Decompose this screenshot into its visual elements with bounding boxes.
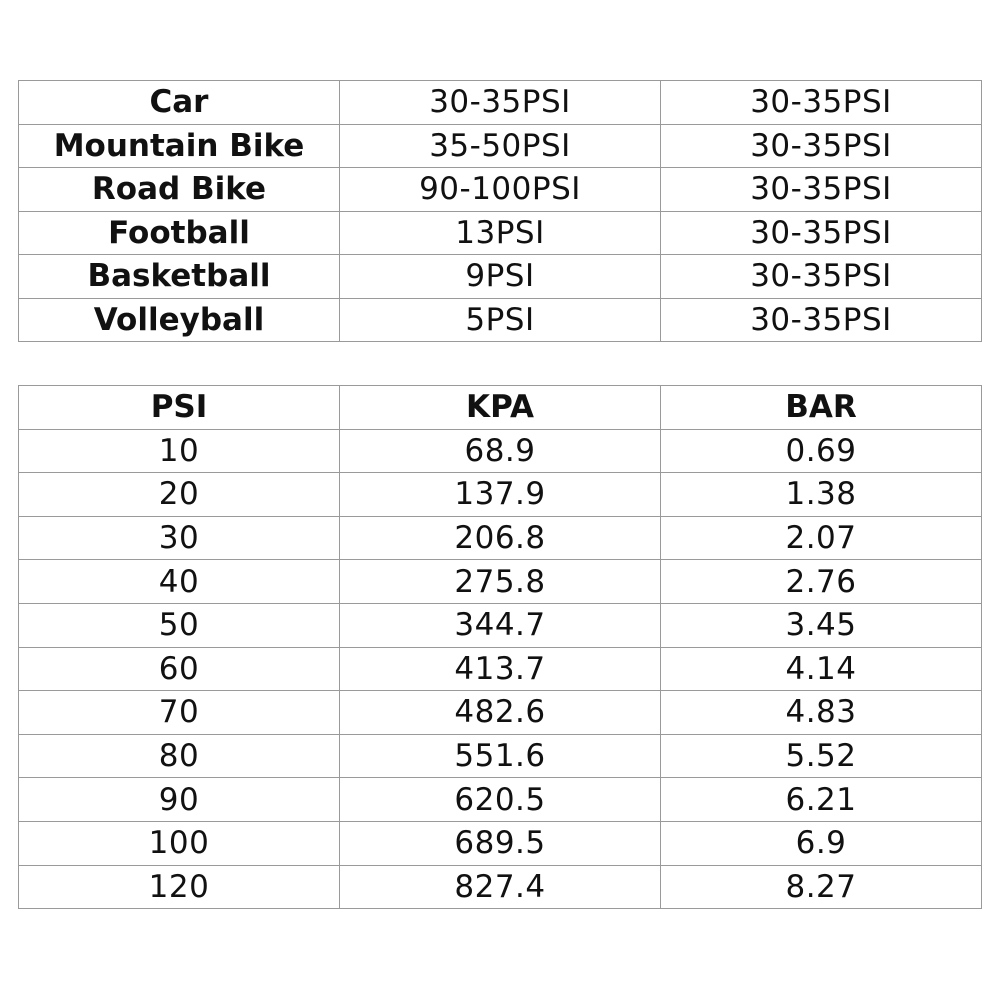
bar-cell: 3.45 (661, 603, 982, 647)
pressure-value: 30-35PSI (661, 255, 982, 299)
column-header-kpa: KPA (340, 386, 661, 430)
item-name: Football (19, 211, 340, 255)
kpa-cell: 275.8 (340, 560, 661, 604)
table-row (19, 560, 982, 604)
psi-cell: 30 (19, 516, 340, 560)
psi-cell: 60 (19, 647, 340, 691)
table-row (19, 298, 982, 342)
kpa-cell: 68.9 (340, 429, 661, 473)
table-row (19, 168, 982, 212)
bar-cell: 0.69 (661, 429, 982, 473)
table-row (19, 691, 982, 735)
kpa-cell: 689.5 (340, 821, 661, 865)
table-row (19, 647, 982, 691)
psi-cell: 90 (19, 778, 340, 822)
column-header-psi: PSI (19, 386, 340, 430)
psi-cell: 70 (19, 691, 340, 735)
item-name: Car (19, 81, 340, 125)
pressure-value: 30-35PSI (661, 124, 982, 168)
table-row (19, 211, 982, 255)
table-row (19, 821, 982, 865)
kpa-cell: 482.6 (340, 691, 661, 735)
table-header-row (19, 386, 982, 430)
bar-cell: 4.14 (661, 647, 982, 691)
pressure-value: 30-35PSI (661, 168, 982, 212)
pressure-value: 5PSI (340, 298, 661, 342)
pressure-value: 30-35PSI (661, 81, 982, 125)
psi-cell: 80 (19, 734, 340, 778)
table-row (19, 865, 982, 909)
pressure-value: 90-100PSI (340, 168, 661, 212)
psi-cell: 100 (19, 821, 340, 865)
bar-cell: 4.83 (661, 691, 982, 735)
item-name: Basketball (19, 255, 340, 299)
table-row (19, 473, 982, 517)
pressure-value: 30-35PSI (661, 211, 982, 255)
bar-cell: 6.9 (661, 821, 982, 865)
kpa-cell: 206.8 (340, 516, 661, 560)
table-row (19, 255, 982, 299)
table-row (19, 124, 982, 168)
table-row (19, 429, 982, 473)
bar-cell: 6.21 (661, 778, 982, 822)
psi-cell: 10 (19, 429, 340, 473)
inflation-usage-table (18, 80, 982, 342)
pressure-value: 9PSI (340, 255, 661, 299)
pressure-value: 30-35PSI (661, 298, 982, 342)
kpa-cell: 620.5 (340, 778, 661, 822)
pressure-value: 13PSI (340, 211, 661, 255)
item-name: Volleyball (19, 298, 340, 342)
bar-cell: 2.07 (661, 516, 982, 560)
kpa-cell: 827.4 (340, 865, 661, 909)
table-row (19, 516, 982, 560)
bar-cell: 1.38 (661, 473, 982, 517)
psi-cell: 120 (19, 865, 340, 909)
kpa-cell: 551.6 (340, 734, 661, 778)
kpa-cell: 344.7 (340, 603, 661, 647)
psi-cell: 50 (19, 603, 340, 647)
table-row (19, 734, 982, 778)
bar-cell: 8.27 (661, 865, 982, 909)
bar-cell: 5.52 (661, 734, 982, 778)
table-row (19, 778, 982, 822)
pressure-value: 30-35PSI (340, 81, 661, 125)
pressure-value: 35-50PSI (340, 124, 661, 168)
psi-cell: 40 (19, 560, 340, 604)
kpa-cell: 137.9 (340, 473, 661, 517)
psi-cell: 20 (19, 473, 340, 517)
table-row (19, 603, 982, 647)
bar-cell: 2.76 (661, 560, 982, 604)
pressure-conversion-table (18, 385, 982, 909)
item-name: Road Bike (19, 168, 340, 212)
table-row (19, 81, 982, 125)
column-header-bar: BAR (661, 386, 982, 430)
kpa-cell: 413.7 (340, 647, 661, 691)
item-name: Mountain Bike (19, 124, 340, 168)
